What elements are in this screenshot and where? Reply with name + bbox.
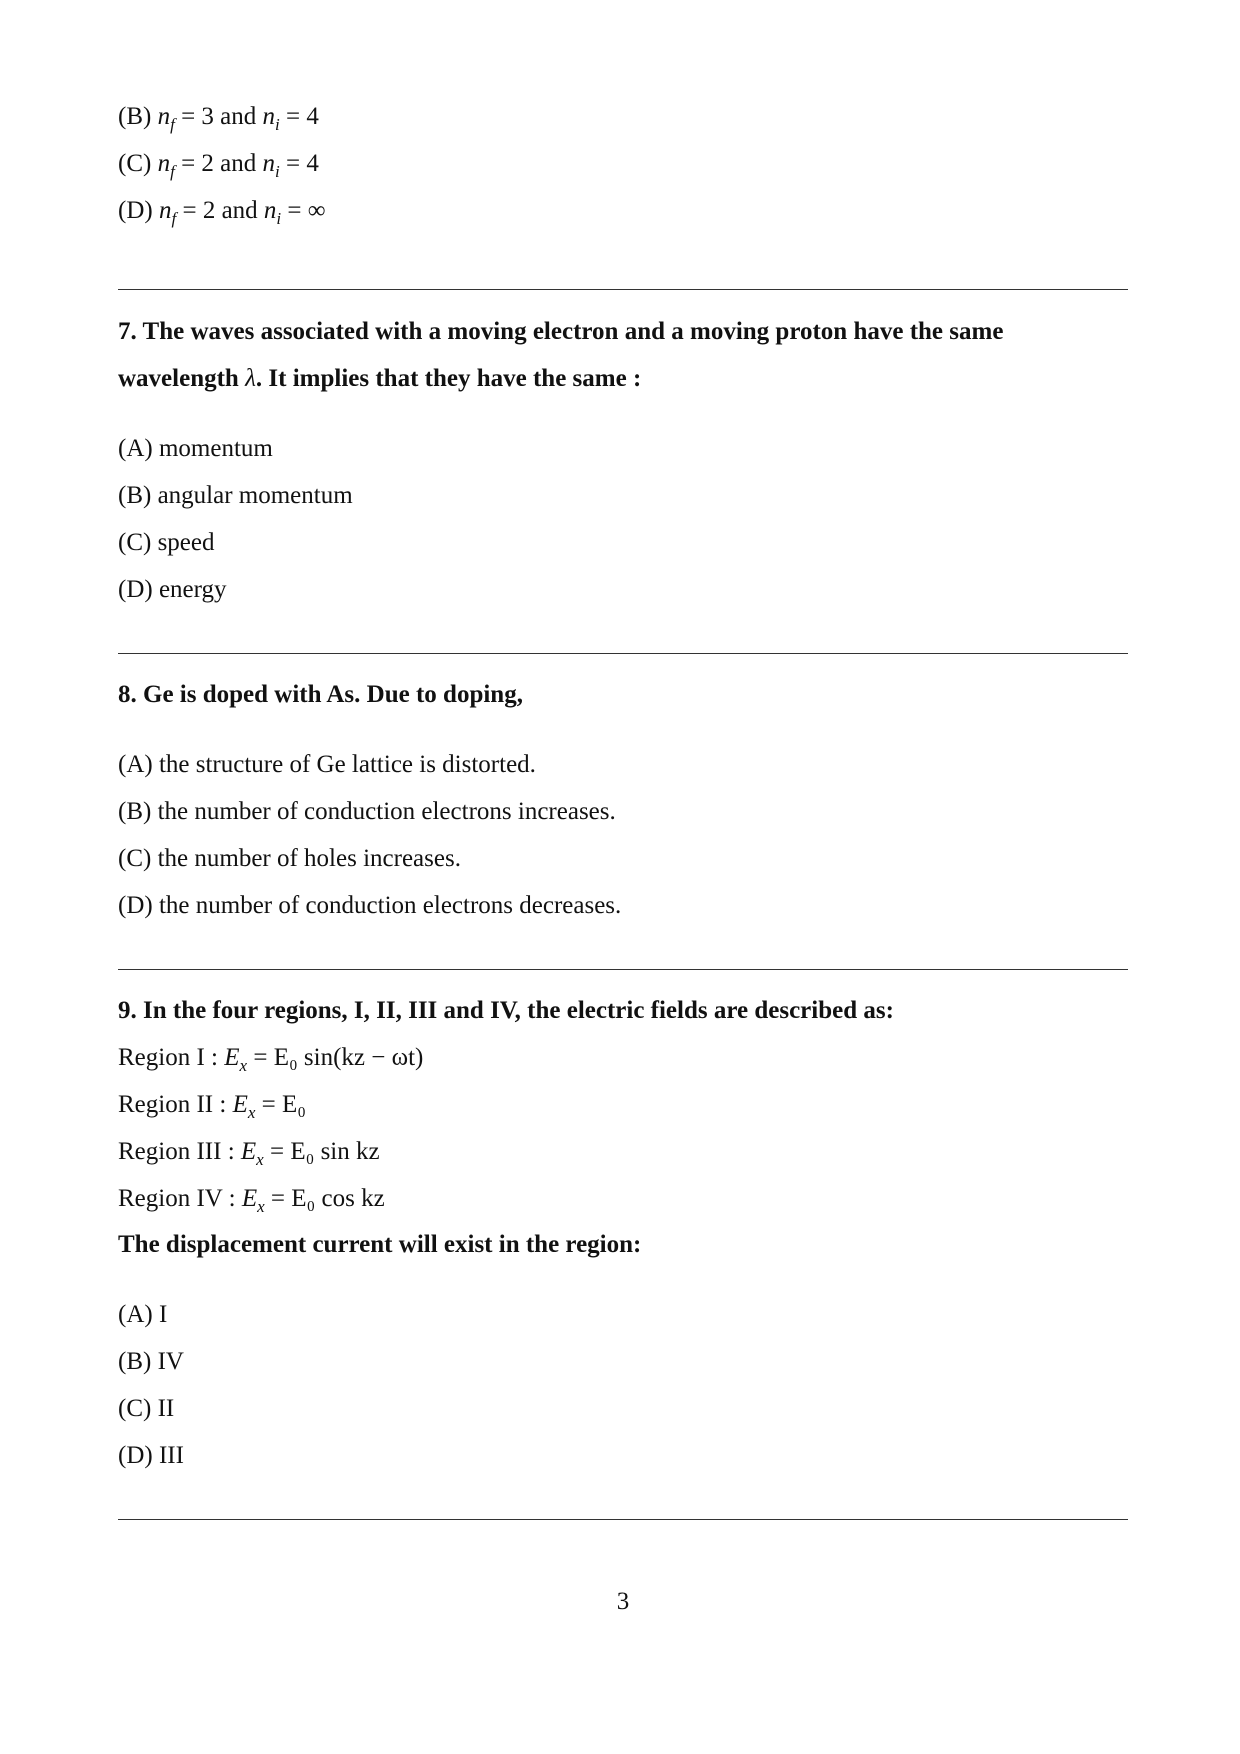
q9-option-c: (C) II: [118, 1395, 175, 1422]
q8-question: 8. Ge is doped with As. Due to doping,: [118, 681, 523, 708]
q9-region-1: Region I : $E_x = E_0$ sin(kz − ωt): [118, 1044, 424, 1075]
q9-question: 9. In the four regions, I, II, III and IV, the electric fields are described as:: [118, 997, 894, 1024]
q7-question-line2: wavelength λ. It implies that they have the same :: [118, 365, 642, 392]
divider: [118, 969, 1128, 970]
divider: [118, 653, 1128, 654]
document-page: [118, 0, 1128, 1754]
q9-option-a: (A) I: [118, 1301, 168, 1328]
q6-option-d: (D) $n_f = 2$ and $n_i$ = ∞: [118, 197, 326, 228]
q9-prompt: The displacement current will exist in the region:: [118, 1231, 642, 1258]
page-number: 3: [616, 1588, 630, 1615]
q8-option-c: (C) the number of holes increases.: [118, 845, 461, 872]
divider: [118, 1519, 1128, 1520]
q6-option-b: (B) $n_f = 3$ and $n_i = 4$: [118, 103, 319, 134]
q8-option-b: (B) the number of conduction electrons increases.: [118, 798, 616, 825]
q9-region-4: Region IV : $E_x = E_0$ cos kz: [118, 1185, 385, 1216]
q7-question-line1: 7. The waves associated with a moving electron and a moving proton have the same: [118, 318, 1004, 345]
q8-option-d: (D) the number of conduction electrons decreases.: [118, 892, 622, 919]
q9-region-2: Region II : $E_x = E_0$: [118, 1091, 307, 1122]
q9-option-b: (B) IV: [118, 1348, 184, 1375]
q7-option-a: (A) momentum: [118, 435, 273, 462]
q6-option-c: (C) $n_f = 2$ and $n_i = 4$: [118, 150, 319, 181]
q9-option-d: (D) III: [118, 1442, 184, 1469]
q8-option-a: (A) the structure of Ge lattice is distorted.: [118, 751, 536, 778]
divider: [118, 289, 1128, 290]
q7-option-c: (C) speed: [118, 529, 215, 556]
q7-option-b: (B) angular momentum: [118, 482, 353, 509]
q7-option-d: (D) energy: [118, 576, 227, 603]
q9-region-3: Region III : $E_x = E_0$ sin kz: [118, 1138, 380, 1169]
